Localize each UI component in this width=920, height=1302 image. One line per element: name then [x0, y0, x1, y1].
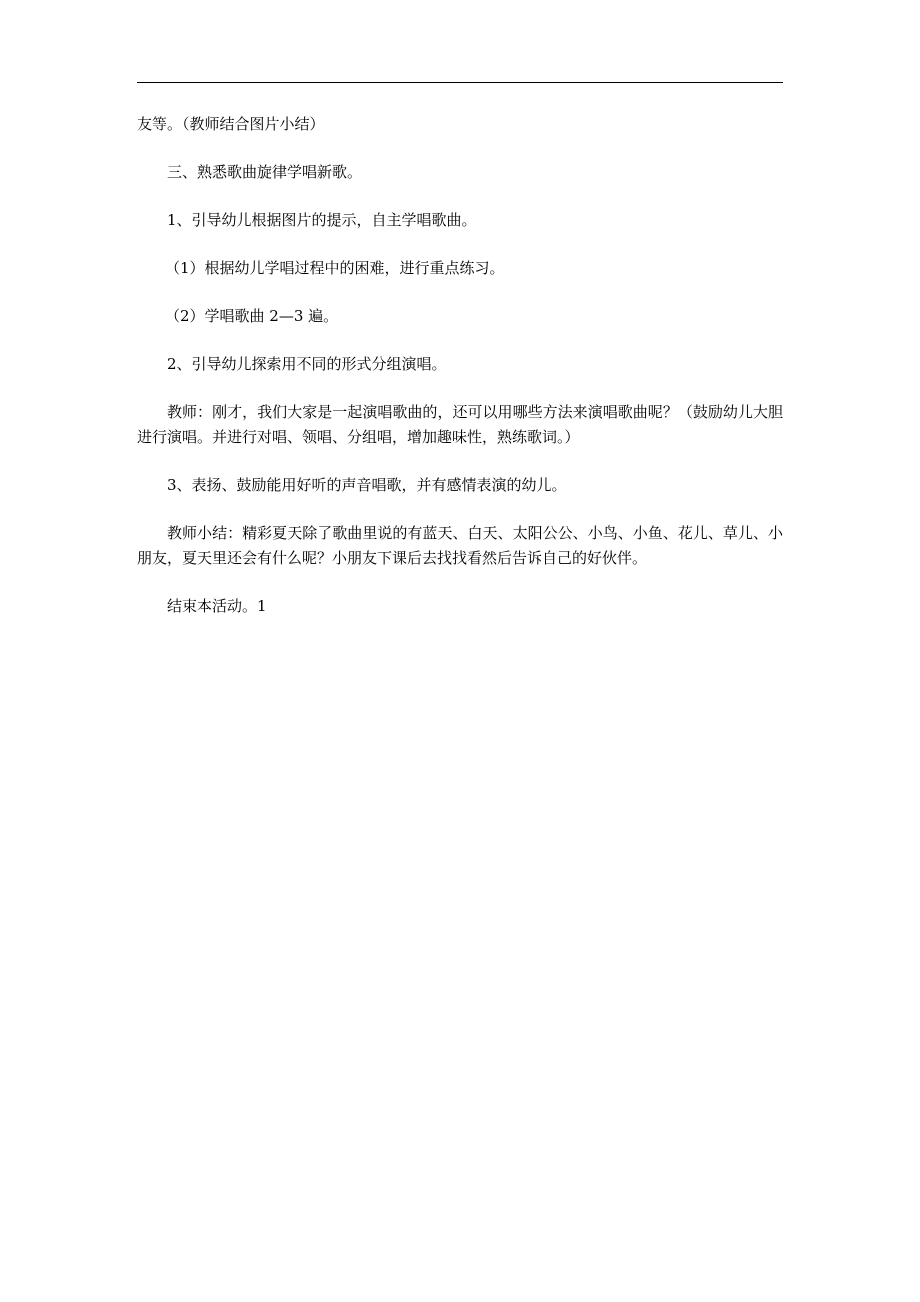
header-rule — [137, 82, 783, 83]
step-one-sub-two: （2）学唱歌曲 2—3 遍。 — [165, 307, 339, 325]
section-heading-three: 三、熟悉歌曲旋律学唱新歌。 — [167, 163, 363, 181]
step-one-sub-one: （1）根据幼儿学唱过程中的困难，进行重点练习。 — [165, 259, 505, 277]
document-body — [137, 112, 783, 642]
paragraph-continuation: 友等。（教师结合图片小结） — [137, 115, 325, 133]
teacher-summary: 教师小结：精彩夏天除了歌曲里说的有蓝天、白天、太阳公公、小鸟、小鱼、花儿、草儿、小朋友，夏天里还会有什么呢？小朋友下课后去找找看然后告诉自己的好伙伴。 — [137, 524, 783, 567]
step-one: 1、引导幼儿根据图片的提示，自主学唱歌曲。 — [167, 211, 477, 229]
step-two: 2、引导幼儿探索用不同的形式分组演唱。 — [167, 355, 447, 373]
teacher-dialogue: 教师：刚才，我们大家是一起演唱歌曲的，还可以用哪些方法来演唱歌曲呢？（鼓励幼儿大胆进行演唱。并进行对唱、领唱、分组唱，增加趣味性，熟练歌词。） — [137, 403, 783, 446]
activity-end: 结束本活动。1 — [167, 597, 267, 615]
step-three: 3、表扬、鼓励能用好听的声音唱歌，并有感情表演的幼儿。 — [167, 476, 567, 494]
